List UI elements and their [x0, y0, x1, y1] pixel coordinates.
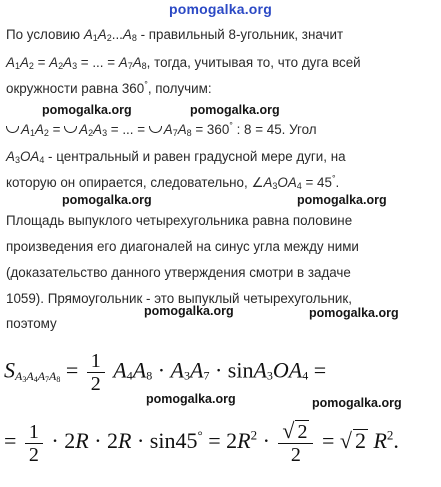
text-line-9: (доказательство данного утверждения смотри в задаче: [6, 265, 351, 280]
watermark: pomogalka.org: [144, 304, 234, 318]
watermark: pomogalka.org: [190, 103, 280, 117]
text-line-5: $A_3OA_4$ - центральный и равен градусной мере дуги, на: [6, 149, 346, 165]
text-line-2: $A_1A_2 = A_2A_3$ = ... = $A_7A_8$, тогда, учитывая то, что дуга всей: [6, 55, 361, 71]
text-line-10: 1059). Прямоугольник - это выпуклый четырехугольник,: [6, 291, 352, 306]
arc-icon: [64, 126, 77, 133]
text-line-6: которую он опирается, следовательно, $\angle A_3OA_4 = 45^\circ$.: [6, 173, 340, 191]
watermark: pomogalka.org: [146, 392, 236, 406]
watermark: pomogalka.org: [297, 193, 387, 207]
watermark: pomogalka.org: [312, 396, 402, 410]
arc-icon: [6, 126, 19, 133]
watermark: pomogalka.org: [42, 103, 132, 117]
watermark: pomogalka.org: [62, 193, 152, 207]
text-line-4: $A_1A_2 = A_2A_3$ = ... = $A_7A_8 = 360^\circ$ : 8 = 45. Угол: [6, 121, 438, 138]
site-header[interactable]: pomogalka.org: [169, 1, 272, 17]
text-line-11: поэтому: [6, 316, 57, 331]
text-line-7: Площадь выпуклого четырехугольника равна половине: [6, 213, 353, 228]
text-line-8: произведения его диагоналей на синус угла между ними: [6, 239, 359, 254]
watermark: pomogalka.org: [309, 306, 399, 320]
formula-result: = $\frac{1}{2}$ · $2R \cdot 2R \cdot \sin 45^\circ = 2R^2$ · $\frac{√ 2}{2}$ = √ 2 $R^2$.: [4, 418, 399, 466]
formula-area: $S_{A_3A_4A_7A_8}$ = $\frac{1}{2}$ $A_4A_8 \cdot A_3A_7 \cdot \sin A_3OA_4$ =: [4, 350, 327, 395]
arc-icon: [149, 126, 162, 133]
text-line-3: окружности равна 360°, получим:: [6, 79, 212, 96]
text-line-1: По условию $A_1A_2...A_8$ - правильный 8-угольник, значит: [6, 27, 344, 43]
